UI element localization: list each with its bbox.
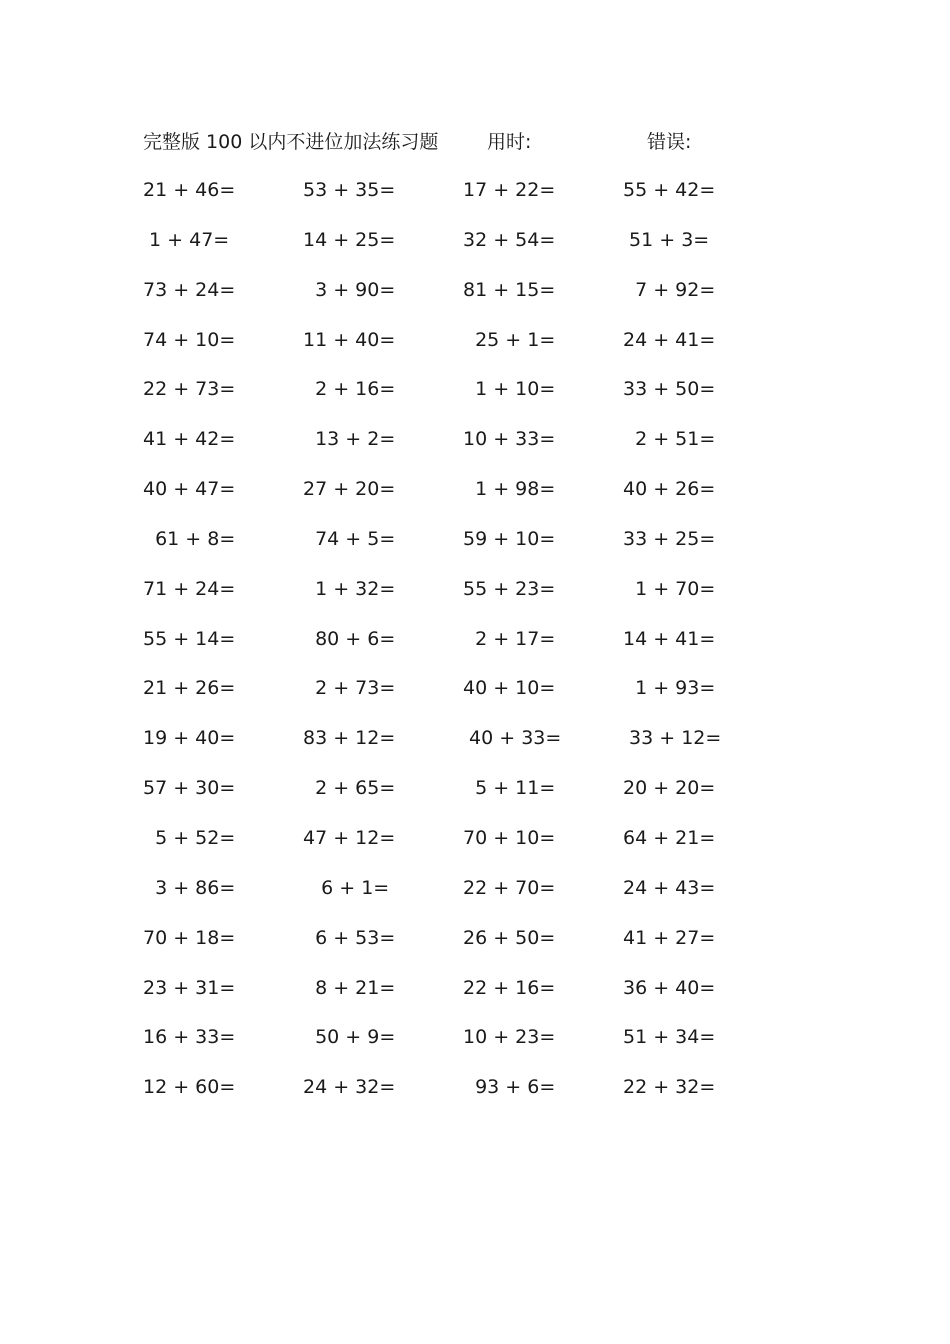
addition-problem: 25 + 1= <box>463 328 556 351</box>
addition-problem: 22 + 16= <box>463 976 556 999</box>
addition-problem: 83 + 12= <box>303 727 396 750</box>
addition-problem: 2 + 73= <box>303 677 396 700</box>
addition-problem: 40 + 10= <box>463 677 556 700</box>
addition-problem: 59 + 10= <box>463 527 556 550</box>
addition-problem: 10 + 33= <box>463 428 556 451</box>
addition-problem: 1 + 47= <box>143 228 230 251</box>
problem-row <box>0 425 950 475</box>
addition-problem: 3 + 90= <box>303 278 396 301</box>
addition-problem: 17 + 22= <box>463 179 556 201</box>
problem-row <box>0 1023 950 1073</box>
addition-problem: 61 + 8= <box>143 527 236 550</box>
addition-problem: 11 + 40= <box>303 328 396 351</box>
problem-row <box>0 824 950 874</box>
addition-problem: 2 + 51= <box>623 428 716 451</box>
addition-problem: 14 + 25= <box>303 228 396 251</box>
problem-row <box>0 525 950 575</box>
addition-problem: 73 + 24= <box>143 278 236 301</box>
addition-problem: 55 + 14= <box>143 627 236 650</box>
addition-problem: 41 + 42= <box>143 428 236 451</box>
addition-problem: 2 + 65= <box>303 777 396 800</box>
addition-problem: 71 + 24= <box>143 577 236 600</box>
addition-problem: 16 + 33= <box>143 1026 236 1049</box>
addition-problem: 40 + 33= <box>463 727 562 750</box>
addition-problem: 40 + 47= <box>143 478 236 501</box>
problem-row <box>0 924 950 974</box>
addition-problem: 40 + 26= <box>623 478 716 501</box>
addition-problem: 21 + 46= <box>143 179 236 201</box>
addition-problem: 24 + 32= <box>303 1076 396 1099</box>
addition-problem: 5 + 11= <box>463 777 556 800</box>
addition-problem: 23 + 31= <box>143 976 236 999</box>
problem-row <box>0 176 950 226</box>
addition-problem: 24 + 43= <box>623 876 716 899</box>
problem-row <box>0 974 950 1024</box>
addition-problem: 93 + 6= <box>463 1076 556 1099</box>
addition-problem: 1 + 93= <box>623 677 716 700</box>
problem-row <box>0 674 950 724</box>
addition-problem: 55 + 42= <box>623 179 716 201</box>
addition-problem: 70 + 18= <box>143 926 236 949</box>
addition-problem: 3 + 86= <box>143 876 236 899</box>
addition-problem: 22 + 70= <box>463 876 556 899</box>
addition-problem: 12 + 60= <box>143 1076 236 1099</box>
addition-problem: 26 + 50= <box>463 926 556 949</box>
addition-problem: 51 + 34= <box>623 1026 716 1049</box>
problem-row <box>0 475 950 525</box>
addition-problem: 80 + 6= <box>303 627 396 650</box>
addition-problem: 14 + 41= <box>623 627 716 650</box>
addition-problem: 5 + 52= <box>143 826 236 849</box>
addition-problem: 2 + 16= <box>303 378 396 401</box>
addition-problem: 74 + 5= <box>303 527 396 550</box>
problem-grid <box>0 176 950 1123</box>
addition-problem: 70 + 10= <box>463 826 556 849</box>
addition-problem: 81 + 15= <box>463 278 556 301</box>
addition-problem: 6 + 1= <box>303 876 390 899</box>
addition-problem: 41 + 27= <box>623 926 716 949</box>
addition-problem: 33 + 25= <box>623 527 716 550</box>
addition-problem: 50 + 9= <box>303 1026 396 1049</box>
addition-problem: 24 + 41= <box>623 328 716 351</box>
addition-problem: 33 + 12= <box>623 727 722 750</box>
time-label: 用时: <box>487 131 532 153</box>
addition-problem: 57 + 30= <box>143 777 236 800</box>
problem-row <box>0 625 950 675</box>
addition-problem: 10 + 23= <box>463 1026 556 1049</box>
worksheet-header <box>0 128 950 156</box>
addition-problem: 7 + 92= <box>623 278 716 301</box>
addition-problem: 33 + 50= <box>623 378 716 401</box>
problem-row <box>0 276 950 326</box>
problem-row <box>0 575 950 625</box>
problem-row <box>0 774 950 824</box>
addition-problem: 2 + 17= <box>463 627 556 650</box>
addition-problem: 74 + 10= <box>143 328 236 351</box>
addition-problem: 47 + 12= <box>303 826 396 849</box>
addition-problem: 1 + 10= <box>463 378 556 401</box>
addition-problem: 19 + 40= <box>143 727 236 750</box>
addition-problem: 21 + 26= <box>143 677 236 700</box>
addition-problem: 13 + 2= <box>303 428 396 451</box>
problem-row <box>0 724 950 774</box>
error-label: 错误: <box>647 131 692 153</box>
addition-problem: 55 + 23= <box>463 577 556 600</box>
addition-problem: 27 + 20= <box>303 478 396 501</box>
addition-problem: 53 + 35= <box>303 179 396 201</box>
addition-problem: 1 + 32= <box>303 577 396 600</box>
problem-row <box>0 375 950 425</box>
addition-problem: 1 + 70= <box>623 577 716 600</box>
addition-problem: 36 + 40= <box>623 976 716 999</box>
addition-problem: 64 + 21= <box>623 826 716 849</box>
addition-problem: 8 + 21= <box>303 976 396 999</box>
worksheet-title: 完整版 100 以内不进位加法练习题 <box>143 131 439 153</box>
addition-problem: 6 + 53= <box>303 926 396 949</box>
problem-row <box>0 874 950 924</box>
addition-problem: 32 + 54= <box>463 228 556 251</box>
problem-row <box>0 1073 950 1123</box>
addition-problem: 22 + 73= <box>143 378 236 401</box>
addition-problem: 22 + 32= <box>623 1076 716 1099</box>
problem-row <box>0 226 950 276</box>
addition-problem: 51 + 3= <box>623 228 710 251</box>
addition-problem: 1 + 98= <box>463 478 556 501</box>
problem-row <box>0 326 950 376</box>
addition-problem: 20 + 20= <box>623 777 716 800</box>
